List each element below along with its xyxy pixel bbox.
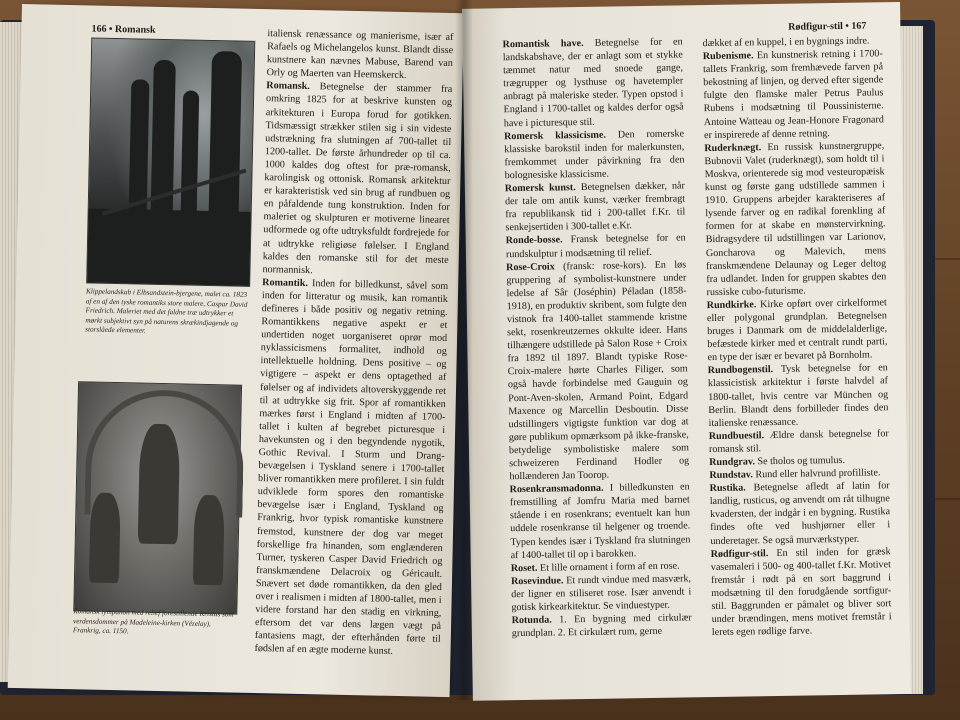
entry-text: Ældre dansk betegnelse for romansk stil. (708, 428, 889, 455)
tympanum-figure (73, 381, 242, 614)
entry-term: Romersk kunst. (504, 182, 576, 195)
entry-text: Rund eller halvrund profilliste. (755, 467, 881, 481)
running-head-right: Rødfigur-stil • 167 (788, 20, 867, 33)
dictionary-entry (707, 296, 888, 364)
entry-term: Rundbogenstil. (707, 364, 774, 377)
painting-figure (86, 37, 255, 286)
dictionary-entry (506, 258, 689, 483)
dictionary-entry (512, 611, 692, 640)
entry-term: Romantik. (262, 276, 309, 289)
entry-term: Roset. (510, 562, 538, 574)
entry-term: Rødfigur-stil. (710, 547, 769, 560)
dictionary-entry (504, 127, 685, 182)
entry-term: Rosevindue. (510, 575, 564, 588)
foreground-rocks (87, 208, 251, 285)
entry-term: Ruderknægt. (704, 141, 762, 154)
entry-term: Romansk. (266, 80, 310, 93)
entry-continuation: italiensk renæssance og manierisme, især af Rafaels og Michelangelos kunst. Blandt disse kunstnere kan nævnes Mabuse, Barend van Orly og Maerten van Heemskerck. (266, 28, 454, 82)
left-page (8, 4, 464, 697)
relief-figure (89, 493, 121, 584)
entry-text: Et lille ornament i form af en rose. (539, 560, 680, 574)
dictionary-entry (703, 47, 884, 141)
entry-text: En stil inden for græsk vasemaleri i 500- og 400-tallet f.Kr. Motivet fremstår i rødt på en sort baggrund i modsætning til den forudgående sortfigur-stil. Baggrunden er påmalet og bliver sort under brændingen, mens motivet fremstår i lerets egen rødlige farve. (710, 545, 892, 639)
entry-term: Rundkirke. (706, 299, 757, 311)
dictionary-entry (510, 481, 691, 562)
dictionary-entry (711, 545, 892, 639)
entry-term: Rustika. (709, 482, 746, 495)
entry-text: Betegnelsen dækker, når der tale om antik kunst, værker frembragt fra republikansk tid i 200-tallet f.Kr. til senkejsertiden i 300-tallet e.Kr. (505, 180, 686, 234)
entry-term: Rundgrav. (709, 456, 756, 469)
figure-caption: Romansk tympanon med relief forestillende Kristus som verdensdommer på Madeleine-kirken (Vézelay), Frankrig, ca. 1150. (72, 607, 234, 636)
entry-term: Romantisk have. (502, 37, 584, 51)
entry-text: Betegnelse afledt af latin for landlig, rusticus, og anvendt om råt tilhugne kvadersten, der indgår i en bygning. Rustika findes ofte ved hushjørner eller i underetager. Se også murværkstyper. (709, 480, 891, 547)
christ-figure (138, 424, 181, 545)
entry-text: 1. En bygning med cirkulær grundplan. 2. Et cirkulært rum, gerne (511, 612, 692, 640)
entry-text: Se tholos og tumulus. (757, 454, 846, 468)
dictionary-entry (710, 479, 891, 547)
entry-text: En russisk kunstnergruppe, Bubnovii Valet (ruderknægt), som holdt til i Moskva, orienterede sig mod vesteuropæisk kunst og første gang udstillede sammen i 1910. Gruppens arbejder karakteriseres af lysende farver og en radikal forenkling af formen for at skabe en mønstervirkning. Bidragsydere til udstillingen var Larionov, Goncharova og Malevich, mens franskmændene Delaunay og Leger deltog fra udlandet. Inden for gruppen skabtes den russiske cubo-futurisme. (704, 140, 887, 298)
entry-text: En kunstnerisk retning i 1700-tallets Frankrig, som fremhævede farven på bekostning af linjen, og derved efter sigende fulgte den flamske maler Petrus Paulus Rubens i modsætning til Poussinisterne. Antoine Watteau og Jean-Honore Fragonard er inspirerede af denne retning. (702, 48, 884, 141)
relief-figure (193, 495, 225, 586)
right-page (462, 2, 911, 701)
dictionary-entry (506, 232, 686, 261)
entry-text: Tysk betegnelse for en klassicistisk arkitektur i første halvdel af 1800-tallet, hvis centre var München og Berlin. Blandt dens forbilleder findes den italienske renæssance. (707, 362, 889, 429)
figure-caption: Klippelandskab i Elbsandstein-bjergene, malet ca. 1823 af en af den tyske romantiks store malere, Caspar David Friedrich. Maleriet med det faldne træ udtrykker et mørkt subjektivt syn på naturens skrækindjagende og storslåede elementer. (85, 287, 248, 336)
dictionary-entry (511, 572, 692, 614)
running-head-left: 166 • Romansk (91, 23, 156, 36)
text-column (703, 34, 892, 639)
entry-romansk (262, 80, 452, 280)
entry-term: Rotunda. (511, 614, 552, 627)
entry-text: Et rundt vindue med masværk, der ligner en stiliseret rose. Især anvendt i gotisk kirkearkitektur. Se vinduestyper. (511, 573, 692, 614)
entry-term: Romersk klassicisme. (503, 129, 607, 142)
entry-text: (fransk: rose-kors). En løs gruppering af symbolist-kunstnere under ledelse af Sâr (Joséphin) Péladan (1858-1918), en produktiv skribent, som fulgte den vistnok fra 1400-tallet stammende kristne sekt, rosenkreutzernes okkulte ideer. Hans tilhængere udstillede på Salon Rose + Croix fra 1892 til 1897. Blandt typiske Rose-Croix-malere hørte Charles Filiger, som også havde forbindelse med Gauguin og Pont-Aven-skolen, Armand Point, Edgard Maxence og Marcellin Desboutin. Disse udstillingers vigtigste funktion var dog at gøre publikum opmærksom på ikke-franske, betydelige symbolistiske malere som schweizeren Ferdinand Hodler og hollænderen Jan Toorop. (506, 258, 690, 483)
entry-text: Betegnelse for en landskabshave, der er anlagt som et stykke tæmmet natur med snoede gange, trægrupper og lysthuse og havetempler anbragt på maleriske steder. Typen opstod i England i 1700-tallet og kaldes derfor også have i picturesque stil. (502, 36, 684, 129)
entry-term: Rundstav. (709, 469, 753, 482)
entry-text: Betegnelse der stammer fra omkring 1825 for at beskrive kunsten og arkitekturen i Europa forud for gotikken. Tidsmæssigt strækker stilen sig i sin videste udstrækning fra slutningen af 700-tallet til 1200-tallet. De første århundreder op til ca. 1000 kaldes dog oftest for præ-romansk, karolingisk og ottonisk. Romansk arkitektur er karakteristisk ved sin brug af rundbuen og en påfaldende tung konstruktion. Inden for maleriet og skulpturen er motiverne linearet udformede og ofte udtryksfuldt fordrejede for at udtrykke religiøse følelser. I England kaldes den romanske stil for det meste normannisk. (262, 81, 453, 276)
dictionary-entry (708, 362, 889, 430)
entry-text: Fransk betegnelse for en rundskulptur i modsætning til relief. (505, 232, 686, 260)
entry-term: Rundbuestil. (708, 430, 765, 442)
entry-text: dækket af en kuppel, i en bygnings indre. (702, 35, 870, 50)
dictionary-entry (704, 139, 886, 299)
entry-term: Rubenisme. (702, 50, 754, 63)
entry-text: Kirke opført over cirkelformet eller polygonal grundplan. Betegnelsen bruges i Danmark om de middelalderlige, befæstede kirker med et centralt rundt parti, en type der især er bevaret på Bornholm. (706, 297, 888, 364)
dictionary-entry (505, 179, 686, 234)
entry-term: Rosenkransmadonna. (509, 482, 604, 496)
rock-spire (150, 60, 176, 230)
dictionary-entry (709, 427, 889, 456)
entry-text: I billedkunsten en fremstilling af Jomfru Maria med barnet stående i en rosenkrans; eventuelt kan hun uddele rosenkranse til helgener og troende. Typen kendes især i Tyskland fra slutningen af 1400-tallet til op i barokken. (509, 481, 691, 561)
text-column (254, 27, 453, 659)
entry-text: Den romerske klassiske barokstil inden for malerkunsten, fremkommet under påvirkning fra den bolognesiske klassicisme. (504, 128, 685, 182)
book-gutter (455, 0, 473, 700)
entry-romantik (254, 276, 448, 660)
dictionary-entry (503, 35, 684, 129)
text-column (503, 35, 692, 640)
entry-term: Rose-Croix (506, 261, 555, 273)
entry-term: Ronde-bosse. (505, 234, 563, 247)
entry-text: Inden for billedkunst, såvel som inden for litteratur og musik, kan romantik defineres i både positiv og negativ retning. Romantikkens negative aspekt er et undertiden noget uorganiseret oprør mod nyklassicismens formalitet, indhold og intellektuelle holdning. Dens positive – og vigtigere – aspekt er dens optagethed af følelser og af individets altoverskyggende ret til at udtrykke sig frit. Spor af romantikken mærkes først i England i midten af 1700-tallet i kulten af begrebet picturesque i havekunsten og i den begyndende nygotik, Gothic Revival. I Sturm und Drang-bevægelsen i Tyskland senere i 1700-tallet bliver romantikken mere profileret. I sin fuldt udviklede form spores den romantiske bevægelse især i England, Tyskland og Frankrig, hvor typisk romantiske kunstnere fremstod, kunstnere der dog var meget forskellige fra hinanden, som englænderen Turner, tyskeren Casper David Friedrich og franskmændene Delacroix og Géricault. Snævert set døde romantikken, da den gled over i realismen i midten af 1800-tallet, men i videre forstand har den stadig en virkning, eftersom det var dens lægen vægt på fantasiens magt, der efterhånden førte til fødslen af en ægte moderne kunst. (254, 277, 449, 658)
